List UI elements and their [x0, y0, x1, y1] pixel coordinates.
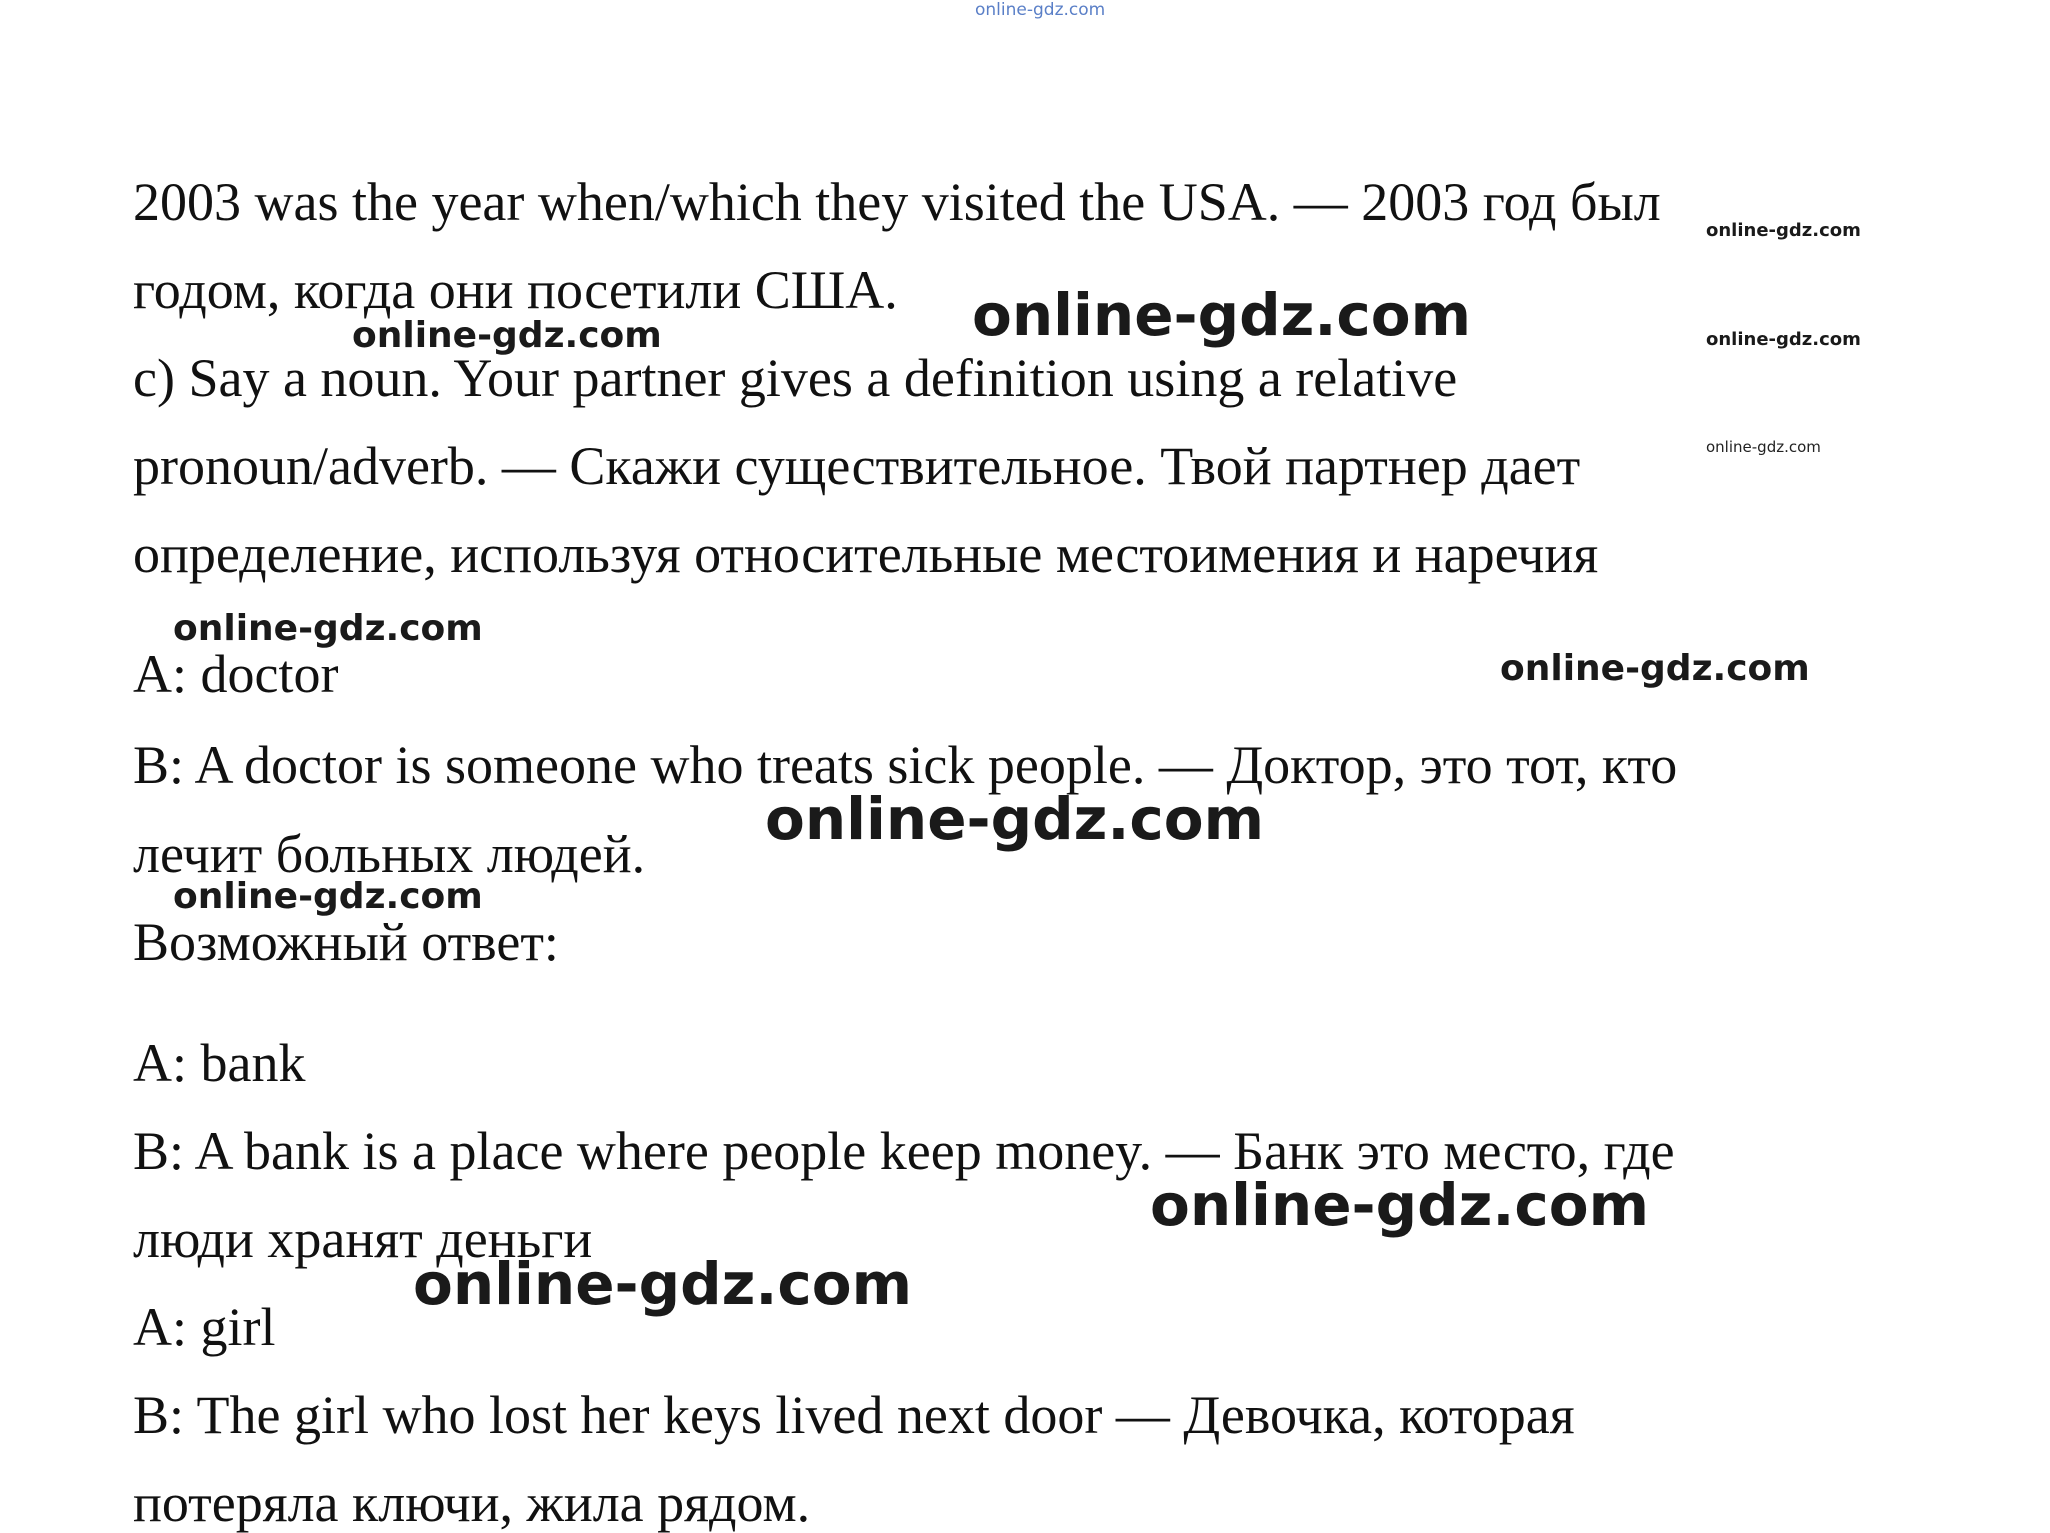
text-line-13: A: girl: [133, 1297, 276, 1357]
text-line-9: Возможный ответ:: [133, 912, 559, 972]
text-line-2: годом, когда они посетили США.: [133, 260, 898, 320]
text-line-4: pronoun/adverb. — Скажи существительное. Твой партнер дает: [133, 436, 1581, 496]
text-line-12: люди хранят деньги: [133, 1209, 593, 1269]
text-line-11: B: A bank is a place where people keep money. — Банк это место, где: [133, 1121, 1675, 1181]
text-line-5: определение, используя относительные местоимения и наречия: [133, 524, 1599, 584]
text-line-14: B: The girl who lost her keys lived next door — Девочка, которая: [133, 1385, 1575, 1445]
watermark-top: online-gdz.com: [975, 0, 1106, 20]
text-line-3: c) Say a noun. Your partner gives a definition using a relative: [133, 348, 1458, 408]
text-line-1: 2003 was the year when/which they visited the USA. — 2003 год был: [133, 172, 1661, 232]
text-line-6: A: doctor: [133, 644, 339, 704]
text-line-8: лечит больных людей.: [133, 824, 646, 884]
watermark-1: online-gdz.com: [1706, 220, 1861, 241]
watermark-10: online-gdz.com: [1150, 1171, 1650, 1239]
watermark-6: online-gdz.com: [173, 608, 483, 649]
watermark-4: online-gdz.com: [1706, 329, 1861, 350]
watermark-8: online-gdz.com: [765, 785, 1265, 853]
text-line-7: B: A doctor is someone who treats sick people. — Доктор, это тот, кто: [133, 735, 1678, 795]
watermark-2: online-gdz.com: [352, 315, 662, 356]
watermark-7: online-gdz.com: [1500, 648, 1810, 689]
text-line-10: A: bank: [133, 1033, 306, 1093]
watermark-5: online-gdz.com: [1706, 438, 1821, 456]
watermark-11: online-gdz.com: [413, 1250, 913, 1318]
watermark-9: online-gdz.com: [173, 876, 483, 917]
watermark-3: online-gdz.com: [972, 281, 1472, 349]
text-line-15: потеряла ключи, жила рядом.: [133, 1473, 811, 1533]
